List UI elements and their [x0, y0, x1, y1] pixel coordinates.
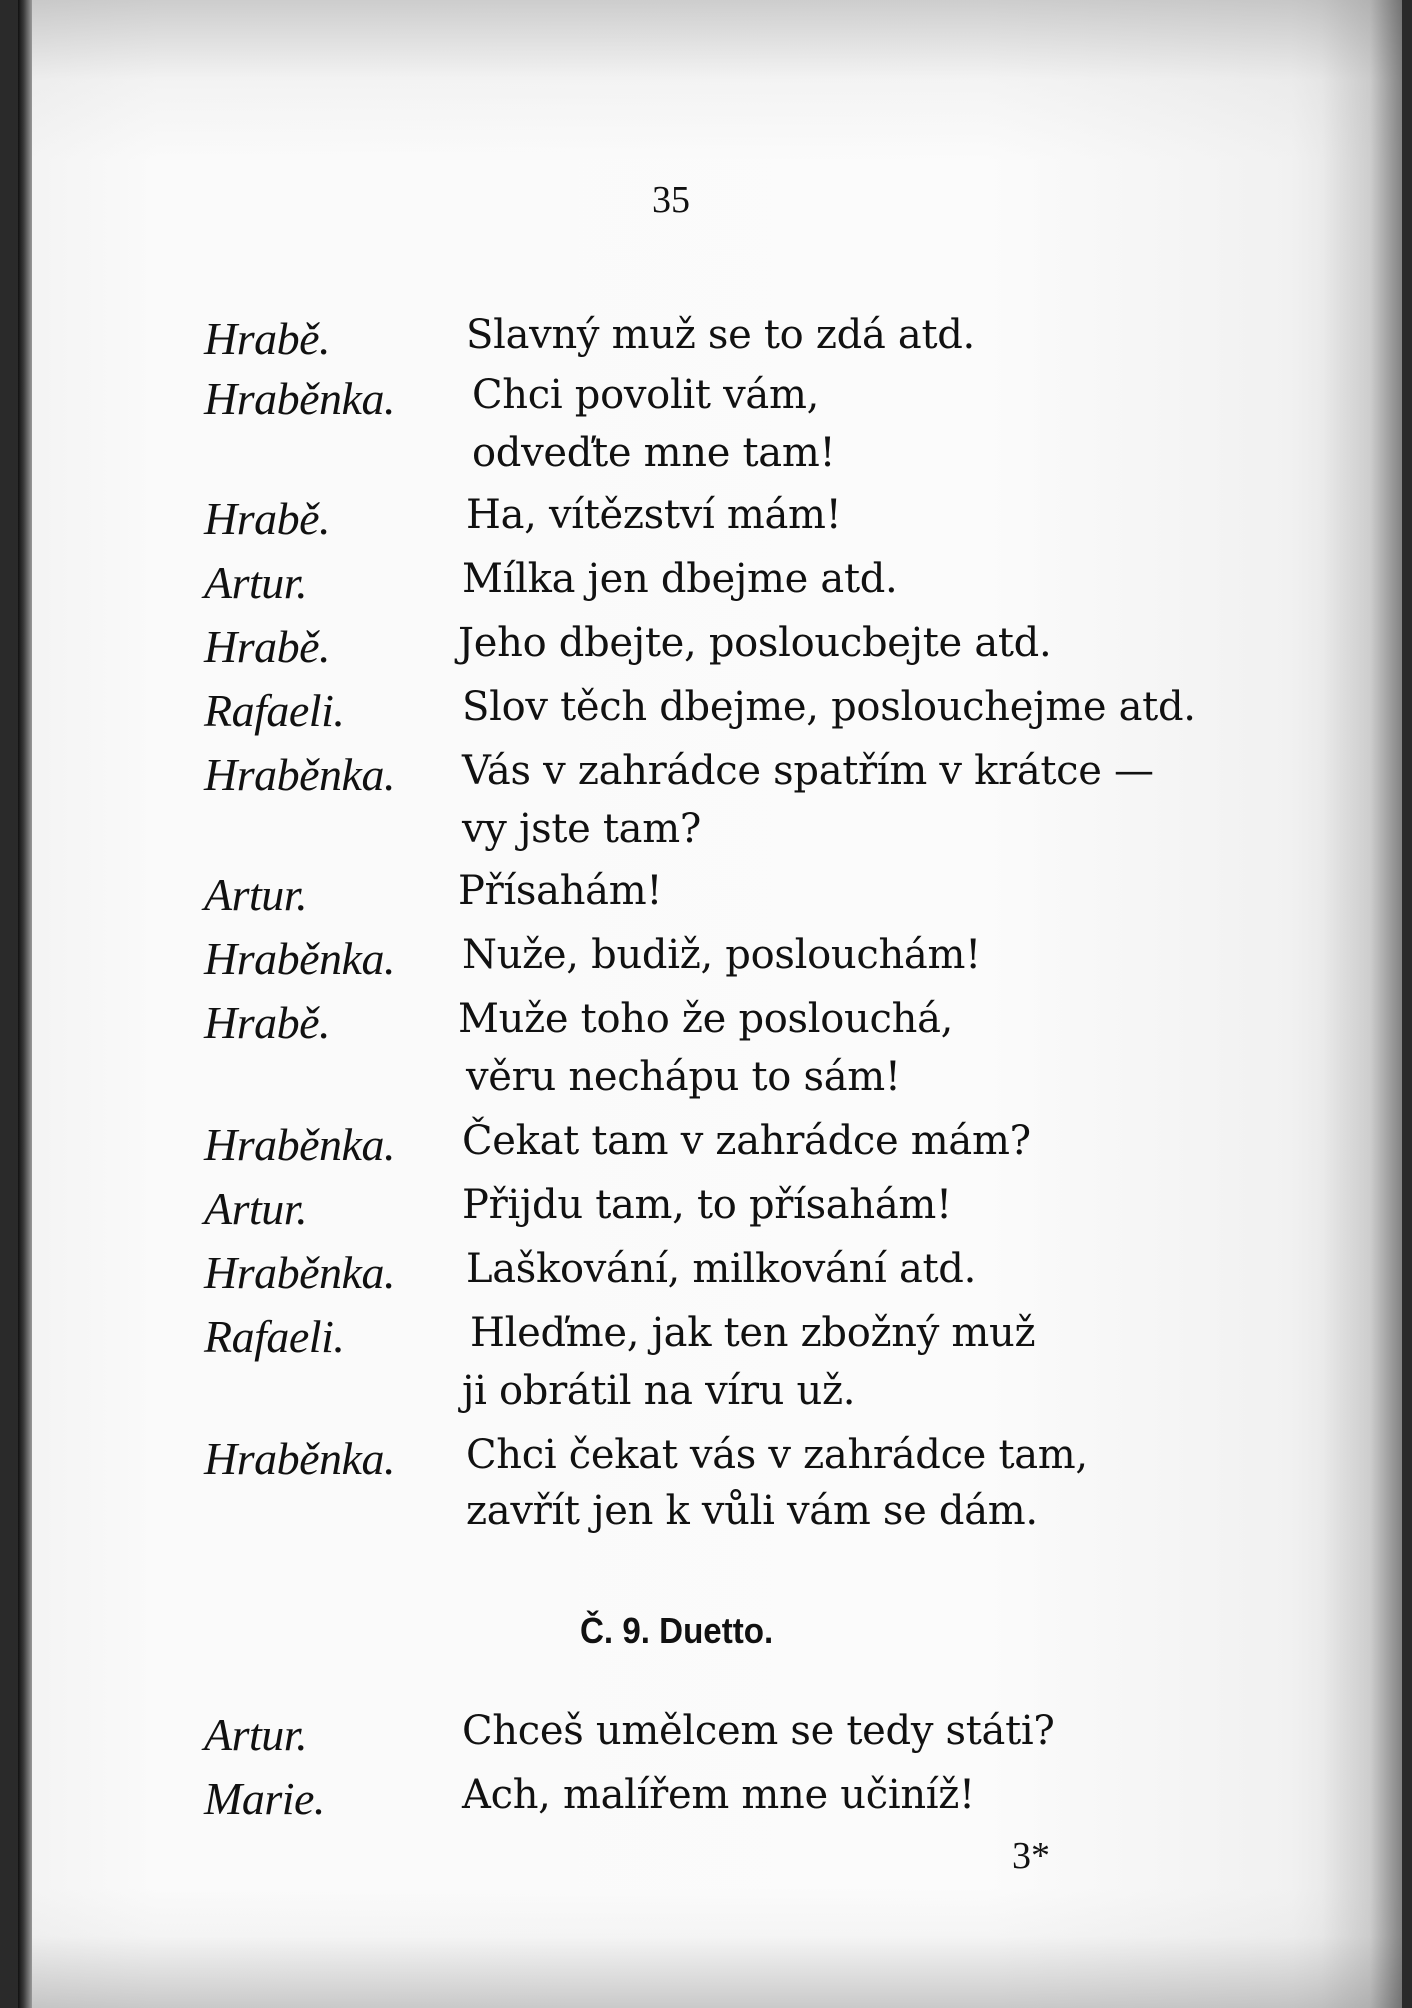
line-text: Hleďme, jak ten zbožný muž [470, 1310, 1036, 1356]
line-text: Slov těch dbejme, poslouchejme atd. [462, 684, 1196, 730]
speaker-name: Hrabě. [204, 621, 331, 672]
speaker-name: Rafaeli. [204, 1311, 345, 1362]
line-text: odveďte mne tam! [472, 430, 836, 476]
speaker-name: Hraběnka. [204, 749, 395, 800]
line-text: Ha, vítězství mám! [466, 492, 842, 538]
line-text: vy jste tam? [462, 806, 701, 852]
bottom-shadow [18, 1888, 1402, 2008]
line-text: Jeho dbejte, posloucbejte atd. [458, 620, 1052, 666]
speaker-name: Hrabě. [204, 997, 331, 1048]
speaker-name: Hraběnka. [204, 373, 395, 424]
line-text: Přísahám! [458, 868, 663, 914]
line-text: Chceš umělcem se tedy státi? [462, 1708, 1055, 1754]
line-text: Muže toho že poslouchá, [458, 996, 954, 1042]
speaker-name: Hraběnka. [204, 1119, 395, 1170]
line-text: Chci čekat vás v zahrádce tam, [466, 1432, 1088, 1478]
line-text: Slavný muž se to zdá atd. [466, 312, 975, 358]
speaker-name: Artur. [204, 1183, 308, 1234]
line-text: Ach, malířem mne učiníž! [462, 1772, 975, 1818]
line-text: Chci povolit vám, [472, 372, 820, 418]
line-text: zavřít jen k vůli vám se dám. [466, 1488, 1038, 1534]
line-text: Vás v zahrádce spatřím v krátce — [462, 748, 1154, 794]
speaker-name: Hrabě. [204, 313, 331, 364]
line-text: Přijdu tam, to přísahám! [462, 1182, 952, 1228]
speaker-name: Hraběnka. [204, 1247, 395, 1298]
signature-mark: 3* [1012, 1835, 1050, 1877]
line-text: věru nechápu to sám! [466, 1054, 901, 1100]
speaker-name: Hraběnka. [204, 933, 395, 984]
top-shadow [18, 0, 1402, 160]
line-text: ji obrátil na víru už. [462, 1368, 856, 1414]
speaker-name: Marie. [204, 1773, 325, 1824]
line-text: Mílka jen dbejme atd. [462, 556, 898, 602]
right-edge-shadow [1322, 0, 1402, 2008]
speaker-name: Hrabě. [204, 493, 331, 544]
speaker-name: Hraběnka. [204, 1433, 395, 1484]
page-number: 35 [652, 179, 690, 221]
section-heading: Č. 9. Duetto. [580, 1610, 774, 1651]
speaker-name: Artur. [204, 1709, 308, 1760]
line-text: Čekat tam v zahrádce mám? [462, 1118, 1031, 1164]
speaker-name: Artur. [204, 557, 308, 608]
speaker-name: Rafaeli. [204, 685, 345, 736]
line-text: Nuže, budiž, poslouchám! [462, 932, 981, 978]
line-text: Laškování, milkování atd. [466, 1246, 976, 1292]
speaker-name: Artur. [204, 869, 308, 920]
book-spine [18, 0, 32, 2008]
